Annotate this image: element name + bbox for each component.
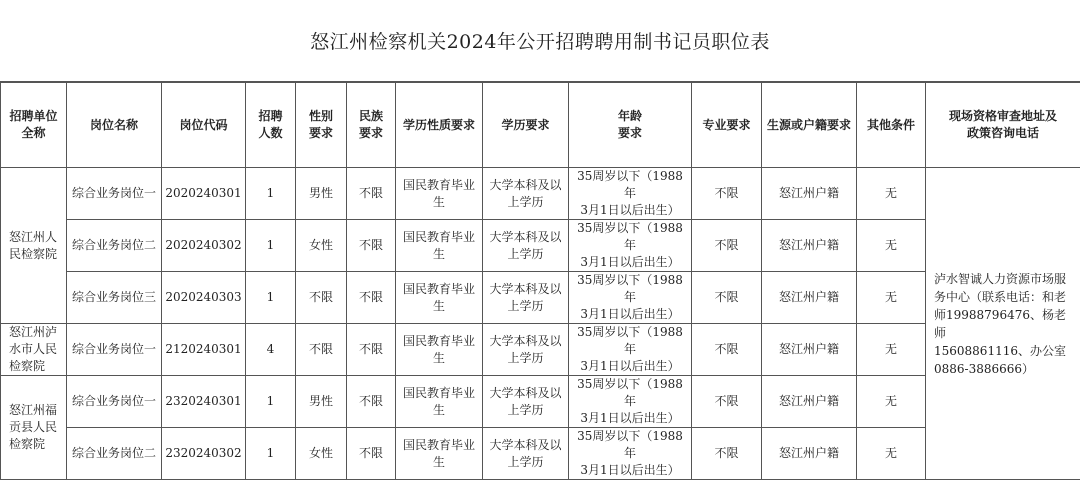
header-edu: 学历要求	[483, 83, 569, 168]
header-code: 岗位代码	[162, 83, 246, 168]
position-cell: 综合业务岗位一	[67, 168, 162, 220]
position-cell: 综合业务岗位一	[67, 376, 162, 428]
other-cell: 无	[857, 428, 926, 480]
code-cell: 2020240301	[162, 168, 246, 220]
code-cell: 2020240303	[162, 272, 246, 324]
major-cell: 不限	[692, 324, 762, 376]
header-position: 岗位名称	[67, 83, 162, 168]
table-row	[1, 324, 1080, 376]
code-cell: 2320240302	[162, 428, 246, 480]
ethnicity-cell: 不限	[347, 272, 396, 324]
position-cell: 综合业务岗位一	[67, 324, 162, 376]
ethnicity-cell: 不限	[347, 324, 396, 376]
origin-cell: 怒江州户籍	[762, 220, 857, 272]
count-cell: 1	[246, 220, 296, 272]
header-origin: 生源或户籍要求	[762, 83, 857, 168]
major-cell: 不限	[692, 272, 762, 324]
header-major: 专业要求	[692, 83, 762, 168]
origin-cell: 怒江州户籍	[762, 324, 857, 376]
major-cell: 不限	[692, 428, 762, 480]
header-count: 招聘 人数	[246, 83, 296, 168]
table-row	[1, 220, 1080, 272]
other-cell: 无	[857, 272, 926, 324]
unit-cell: 怒江州福 贡县人民 检察院	[1, 376, 67, 480]
position-cell: 综合业务岗位二	[67, 428, 162, 480]
origin-cell: 怒江州户籍	[762, 428, 857, 480]
ethnicity-cell: 不限	[347, 428, 396, 480]
count-cell: 1	[246, 168, 296, 220]
code-cell: 2020240302	[162, 220, 246, 272]
edu-type-cell: 国民教育毕业 生	[396, 428, 483, 480]
origin-cell: 怒江州户籍	[762, 272, 857, 324]
other-cell: 无	[857, 324, 926, 376]
edu-type-cell: 国民教育毕业 生	[396, 272, 483, 324]
header-gender: 性别 要求	[296, 83, 347, 168]
major-cell: 不限	[692, 168, 762, 220]
age-cell: 35周岁以下（1988年 3月1日以后出生）	[569, 376, 692, 428]
other-cell: 无	[857, 168, 926, 220]
code-cell: 2120240301	[162, 324, 246, 376]
positions-table	[0, 82, 1080, 480]
count-cell: 4	[246, 324, 296, 376]
header-age: 年龄 要求	[569, 83, 692, 168]
gender-cell: 男性	[296, 168, 347, 220]
position-cell: 综合业务岗位二	[67, 220, 162, 272]
table-row	[1, 168, 1080, 220]
gender-cell: 男性	[296, 376, 347, 428]
age-cell: 35周岁以下（1988年 3月1日以后出生）	[569, 272, 692, 324]
table-row	[1, 272, 1080, 324]
count-cell: 1	[246, 376, 296, 428]
gender-cell: 女性	[296, 220, 347, 272]
ethnicity-cell: 不限	[347, 220, 396, 272]
edu-cell: 大学本科及以 上学历	[483, 220, 569, 272]
edu-cell: 大学本科及以 上学历	[483, 168, 569, 220]
gender-cell: 不限	[296, 272, 347, 324]
header-other: 其他条件	[857, 83, 926, 168]
edu-type-cell: 国民教育毕业 生	[396, 220, 483, 272]
age-cell: 35周岁以下（1988年 3月1日以后出生）	[569, 324, 692, 376]
age-cell: 35周岁以下（1988年 3月1日以后出生）	[569, 428, 692, 480]
edu-cell: 大学本科及以 上学历	[483, 376, 569, 428]
header-contact: 现场资格审查地址及 政策咨询电话	[926, 83, 1080, 168]
major-cell: 不限	[692, 376, 762, 428]
edu-type-cell: 国民教育毕业 生	[396, 376, 483, 428]
position-cell: 综合业务岗位三	[67, 272, 162, 324]
edu-cell: 大学本科及以 上学历	[483, 272, 569, 324]
gender-cell: 不限	[296, 324, 347, 376]
other-cell: 无	[857, 220, 926, 272]
code-cell: 2320240301	[162, 376, 246, 428]
header-ethnicity: 民族 要求	[347, 83, 396, 168]
unit-cell: 怒江州泸 水市人民 检察院	[1, 324, 67, 376]
table-row	[1, 428, 1080, 480]
header-unit: 招聘单位 全称	[1, 83, 67, 168]
contact-cell: 泸水智诚人力资源市场服 务中心（联系电话：和老 师19988796476、杨老师 15608861116、办公室 0886-3886666）	[926, 168, 1080, 480]
table-row	[1, 376, 1080, 428]
gender-cell: 女性	[296, 428, 347, 480]
header-edu-type: 学历性质要求	[396, 83, 483, 168]
header-row	[1, 83, 1080, 168]
major-cell: 不限	[692, 220, 762, 272]
other-cell: 无	[857, 376, 926, 428]
edu-cell: 大学本科及以 上学历	[483, 324, 569, 376]
page-title: 怒江州检察机关2024年公开招聘聘用制书记员职位表	[0, 0, 1080, 82]
ethnicity-cell: 不限	[347, 168, 396, 220]
edu-type-cell: 国民教育毕业 生	[396, 324, 483, 376]
ethnicity-cell: 不限	[347, 376, 396, 428]
age-cell: 35周岁以下（1988年 3月1日以后出生）	[569, 220, 692, 272]
edu-type-cell: 国民教育毕业 生	[396, 168, 483, 220]
origin-cell: 怒江州户籍	[762, 376, 857, 428]
age-cell: 35周岁以下（1988年 3月1日以后出生）	[569, 168, 692, 220]
origin-cell: 怒江州户籍	[762, 168, 857, 220]
count-cell: 1	[246, 272, 296, 324]
edu-cell: 大学本科及以 上学历	[483, 428, 569, 480]
count-cell: 1	[246, 428, 296, 480]
unit-cell: 怒江州人 民检察院	[1, 168, 67, 324]
